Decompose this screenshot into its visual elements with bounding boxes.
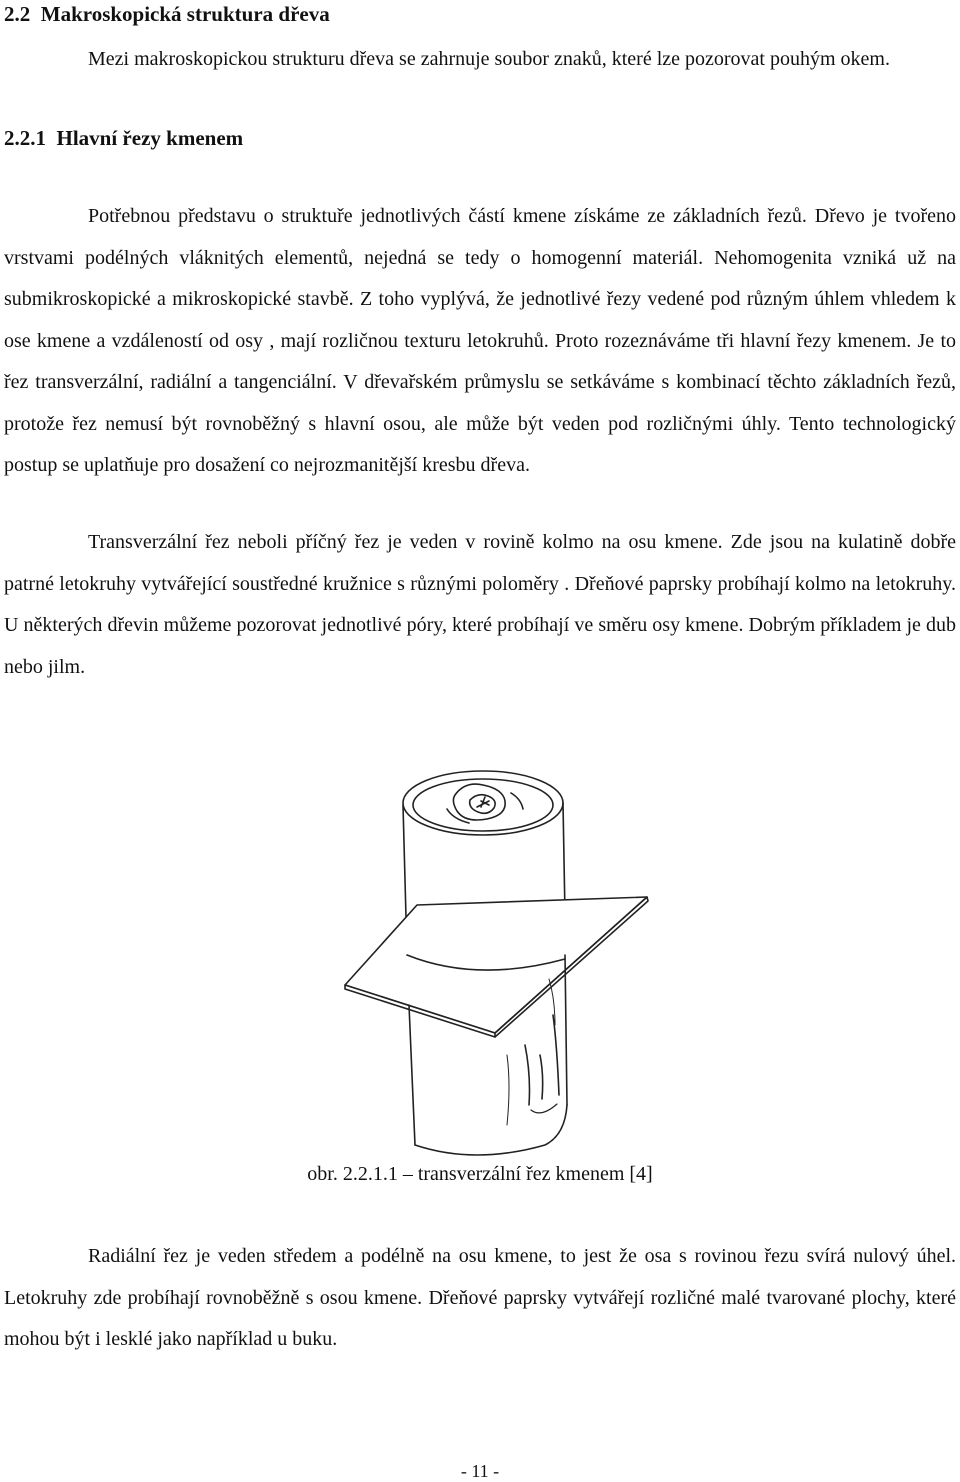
page-number: - 11 - <box>460 1461 500 1481</box>
section-title: Makroskopická struktura dřeva <box>40 2 330 26</box>
caption-dash: – <box>402 1163 413 1185</box>
paragraph-main-cuts: Potřebnou představu o struktuře jednotlivých částí kmene získáme ze základních řezů. Dřevo je tvořeno vrstvami podélných vláknitých elementů, nejedná se tedy o homogenní materiál. Nehomogenita vzniká už na submikroskopické a mikroskopické stavbě. Z toho vyplývá, že jednotlivé řezy vedené pod různým úhlem vhledem k ose kmene a vzdáleností od osy , mají rozličnou texturu letokruhů. Proto rozeznáváme tři hlavní řezy kmenem. Je to řez transverzální, radiální a tangenciální. V dřevařském průmyslu se setkáváme s kombinací těchto základních řezů, protože řez nemusí být rovnoběžný s hlavní osou, ale může být veden pod rozličnými úhly. Tento technologický postup se uplatňuje pro dosažení co nejrozmanitější kresbu dřeva. <box>4 205 956 476</box>
subsection-heading <box>4 124 243 152</box>
paragraph-transverse-cut: Transverzální řez neboli příčný řez je veden v rovině kolmo na osu kmene. Zde jsou na kulatině dobře patrné letokruhy vytvářející soustředné kružnice s různými poloměry . Dřeňové paprsky probíhají kolmo na letokruhy. U některých dřevin můžeme pozorovat jednotlivé póry, které probíhají ve směru osy kmene. Dobrým příkladem je dub nebo jilm. <box>4 531 956 678</box>
transverse-cut-illustration <box>335 755 670 1165</box>
caption-text: transverzální řez kmenem [4] <box>417 1163 653 1185</box>
figure-caption <box>0 1160 960 1188</box>
subsection-number: 2.2.1 <box>4 126 46 150</box>
paragraph-radial-cut: Radiální řez je veden středem a podélně na osu kmene, to jest že osa s rovinou řezu svírá nulový úhel. Letokruhy zde probíhají rovnoběžně s osou kmene. Dřeňové paprsky vytvářejí rozličné malé tvarované plochy, které mohou být i lesklé jako například u buku. <box>4 1245 956 1350</box>
section-heading <box>4 0 330 28</box>
caption-prefix: obr. 2.2.1.1 <box>307 1163 398 1185</box>
section-number: 2.2 <box>4 2 31 26</box>
subsection-title: Hlavní řezy kmenem <box>56 126 244 150</box>
intro-paragraph: Mezi makroskopickou strukturu dřeva se zahrnuje soubor znaků, které lze pozorovat pouhým okem. <box>88 48 890 70</box>
